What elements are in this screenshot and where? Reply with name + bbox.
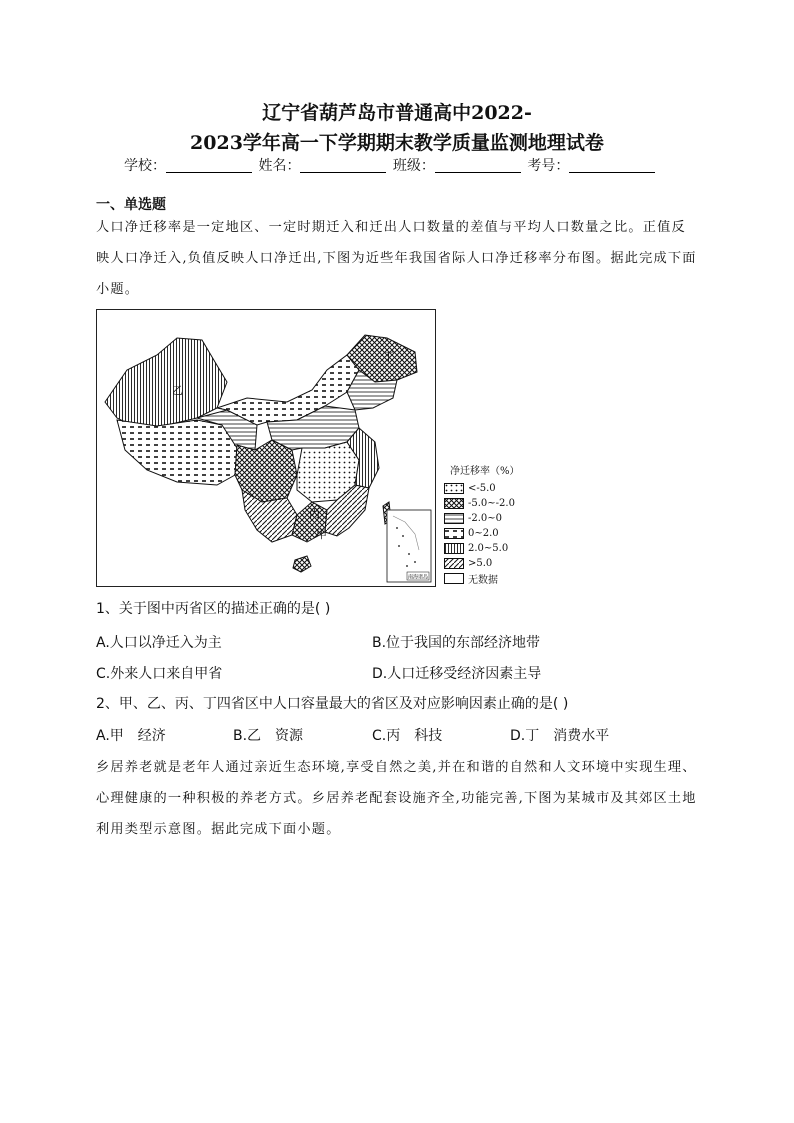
legend-item: <-5.0	[444, 481, 554, 495]
map-legend	[444, 462, 554, 586]
label-jia: 甲	[316, 528, 327, 541]
class-label: 班级：	[392, 158, 435, 174]
q2-option-a[interactable]: A.甲 经济	[96, 728, 166, 744]
exam-title-line2: 2023学年高一下学期期末教学质量监测地理试卷	[190, 132, 604, 154]
legend-item: >5.0	[444, 556, 554, 570]
label-bing: 丙	[309, 507, 320, 520]
legend-item: -5.0~-2.0	[444, 496, 554, 510]
legend-swatch-none	[444, 573, 464, 584]
passage-1: 人口净迁移率是一定地区、一定时期迁入和迁出人口数量的差值与平均人口数量之比。正值反映人口净迁入,负值反映人口净迁出,下图为近些年我国省际人口净迁移率分布图。据此完成下面小题。	[96, 220, 697, 297]
q2-option-d[interactable]: D.丁 消费水平	[510, 728, 610, 744]
legend-swatch-vlines	[444, 543, 464, 554]
label-yi: 乙	[172, 384, 183, 397]
q1-option-c[interactable]: C.外来人口来自甲省	[96, 666, 223, 682]
q2-option-b[interactable]: B.乙 资源	[233, 728, 304, 744]
name-label: 姓名：	[258, 158, 301, 174]
legend-swatch-diag	[444, 558, 464, 569]
question-1-stem: 1、关于图中丙省区的描述正确的是( )	[96, 601, 331, 617]
legend-item: 2.0~5.0	[444, 541, 554, 555]
class-blank[interactable]	[435, 158, 521, 173]
q1-option-b[interactable]: B.位于我国的东部经济地带	[372, 635, 541, 651]
passage-2: 乡居养老就是老年人通过亲近生态环境,享受自然之美,并在和谐的自然和人文环境中实现生理、心理健康的一种积极的养老方式。乡居养老配套设施齐全,功能完善,下图为某城市及其郊区土地利用类型示意图。据此完成下面小题。	[96, 760, 697, 837]
china-map-drawing	[97, 310, 435, 586]
label-ding: 丁	[383, 350, 394, 363]
exam-number-label: 考号：	[527, 158, 570, 174]
q1-option-a[interactable]: A.人口以净迁入为主	[96, 635, 222, 651]
school-label: 学校：	[124, 158, 166, 174]
legend-swatch-dashes	[444, 528, 464, 539]
legend-item: 0~2.0	[444, 526, 554, 540]
name-blank[interactable]	[300, 158, 386, 173]
student-info-row	[124, 155, 657, 175]
legend-item: 无数据	[444, 571, 554, 585]
south-china-sea-inset	[387, 510, 431, 582]
migration-rate-map	[96, 309, 436, 587]
region-hainan	[293, 556, 311, 572]
legend-item: -2.0~0	[444, 511, 554, 525]
exam-title-line1: 辽宁省葫芦岛市普通高中2022-	[262, 102, 532, 124]
region-tibet	[117, 420, 237, 485]
legend-title: 净迁移率（%）	[450, 466, 520, 477]
legend-swatch-crosshatch	[444, 498, 464, 509]
question-2-stem: 2、甲、乙、丙、丁四省区中人口容量最大的省区及对应影响因素止确的是( )	[96, 696, 569, 712]
school-blank[interactable]	[166, 158, 252, 173]
legend-swatch-hlines	[444, 513, 464, 524]
legend-swatch-dots	[444, 483, 464, 494]
q1-option-d[interactable]: D.人口迁移受经济因素主导	[372, 666, 542, 682]
q2-option-c[interactable]: C.丙 科技	[372, 728, 443, 744]
exam-number-blank[interactable]	[569, 158, 655, 173]
section-title: 一、单选题	[96, 197, 166, 213]
inset-label: 南海诸岛	[407, 574, 429, 581]
